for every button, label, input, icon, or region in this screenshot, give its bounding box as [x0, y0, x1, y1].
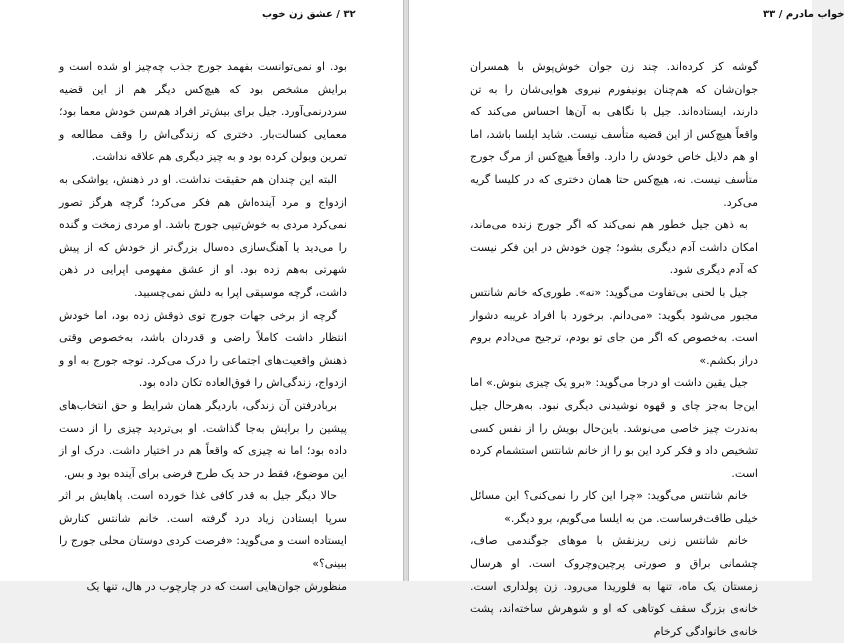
left-page-header: ۳۲ / عشق زن خوب	[262, 9, 356, 20]
right-page	[408, 0, 844, 638]
left-page	[0, 0, 404, 593]
paragraph: بود. او نمی‌توانست بفهمد جورج جذب چه‌چیز او شده است و برایش مشخص بود که هیچ‌کس دیگر هم از این قضیه سردرنمی‌آورد. جیل برای بیش‌تر افراد هم‌سن خودش معما بود؛ معمایی کسالت‌بار. دختری که زندگی‌اش را وقف مطالعه و تمرین ویولن کرده بود و به چیز دیگری هم علاقه نداشت.	[59, 60, 347, 164]
left-page-body	[59, 56, 347, 598]
paragraph: بربادرفتن آن زندگی، باردیگر همان شرایط و حق انتخاب‌های پیشین را برایش به‌جا گذاشت. او بی‌تردید چیزی را از دست داده بود؛ اما نه چیزی که واقعاً هم در اختیار داشت. درک او از این موضوع، فقط در حد یک طرح فرضی برای آینده بود و بس.	[59, 398, 347, 480]
paragraph: گرچه از برخی جهات جورج توی ذوقش زده بود، اما خودش انتظار داشت کاملاً راضی و قدردان باشد، به‌خصوص وقتی ذهنش واقعیت‌های اجتماعی را درک می‌کرد. توجه جورج به او و ازدواج، زندگی‌اش را فوق‌العاده تکان داده بود.	[59, 308, 347, 390]
right-page-header: خواب مادرم / ۳۳	[763, 9, 844, 20]
paragraph: البته این چندان هم حقیقت نداشت. او در ذهنش، یواشکی به ازدواج و مرد آینده‌اش هم فکر می‌کرد؛ گرچه هرگز تصور نمی‌کرد مردی به خوش‌تیپی جورج باشد. او مردی زمخت و گنده را می‌دید یا آهنگ‌سازی ده‌سال بزرگ‌تر از خودش که از پیش شهرتی به‌هم زده بود. او از عشق مفهومی اپرایی در ذهن داشت، گرچه موسیقی اپرا به دلش نمی‌چسبید.	[59, 172, 347, 299]
paragraph: خانم شانتس زنی ریزنقش با موهای جوگندمی صاف، چشمانی براق و صورتی پرچین‌وچروک است. او هرسال زمستان یک ماه، تنها به فلوریدا می‌رود. زن پولداری است. خانه‌ی بزرگ سقف کوتاهی که او و شوهرش ساخته‌اند، پشت خانه‌ی خانوادگی کرخام	[470, 534, 758, 638]
paragraph: به ذهن جیل خطور هم نمی‌کند که اگر جورج زنده می‌ماند، امکان داشت آدم دیگری بشود؛ چون خودش در این فکر نیست که آدم دیگری شود.	[470, 218, 758, 277]
paragraph: گوشه کز کرده‌اند. چند زن جوان خوش‌پوش با همسران جوان‌شان که هم‌چنان یونیفورم نیروی هوایی‌شان را به تن دارند، ایستاده‌اند. جیل با نگاهی به آن‌ها احساس می‌کند که واقعاً هیچ‌کس از این قضیه متأسف نیست. شاید ایلسا باشد، اما او هم دلایل خاص خودش را دارد. واقعاً هیچ‌کس از مرگ جورج متأسف نیست. نه، هیچ‌کس حتا همان دختری که در کلیسا گریه می‌کرد.	[470, 60, 758, 209]
paragraph: حالا دیگر جیل به قدر کافی غذا خورده است. پاهایش بر اثر سرپا ایستادن زیاد درد گرفته است. خانم شانتس کنارش ایستاده است و می‌گوید: «فرصت کردی دوستان محلی جورج را ببینی؟»	[59, 489, 347, 571]
paragraph: جیل یقین داشت او درجا می‌گوید: «برو یک چیزی بنوش.» اما این‌جا به‌جز چای و قهوه نوشیدنی دیگری نبود. به‌هرحال جیل به‌ندرت چیز خاصی می‌نوشد. باین‌حال بویش را از نفس کسی تشخیص داد و فکر کرد این بو را از خانم شانتس استشمام کرده است.	[470, 376, 758, 480]
paragraph: خانم شانتس می‌گوید: «چرا این کار را نمی‌کنی؟ این مسائل خیلی طاقت‌فرساست. من به ایلسا می‌گویم، برو دیگر.»	[470, 489, 758, 525]
paragraph: جیل با لحنی بی‌تفاوت می‌گوید: «نه». طوری‌که خانم شانتس مجبور می‌شود بگوید: «می‌دانم. برخورد با افراد غریبه دشوار است. به‌خصوص که اگر من جای تو بودم، ترجیح می‌دادم بروم دراز بکشم.»	[470, 285, 758, 367]
paragraph: منظورش جوان‌هایی است که در چارچوب در هال، تنها یک	[86, 579, 347, 593]
right-page-body	[470, 56, 758, 643]
